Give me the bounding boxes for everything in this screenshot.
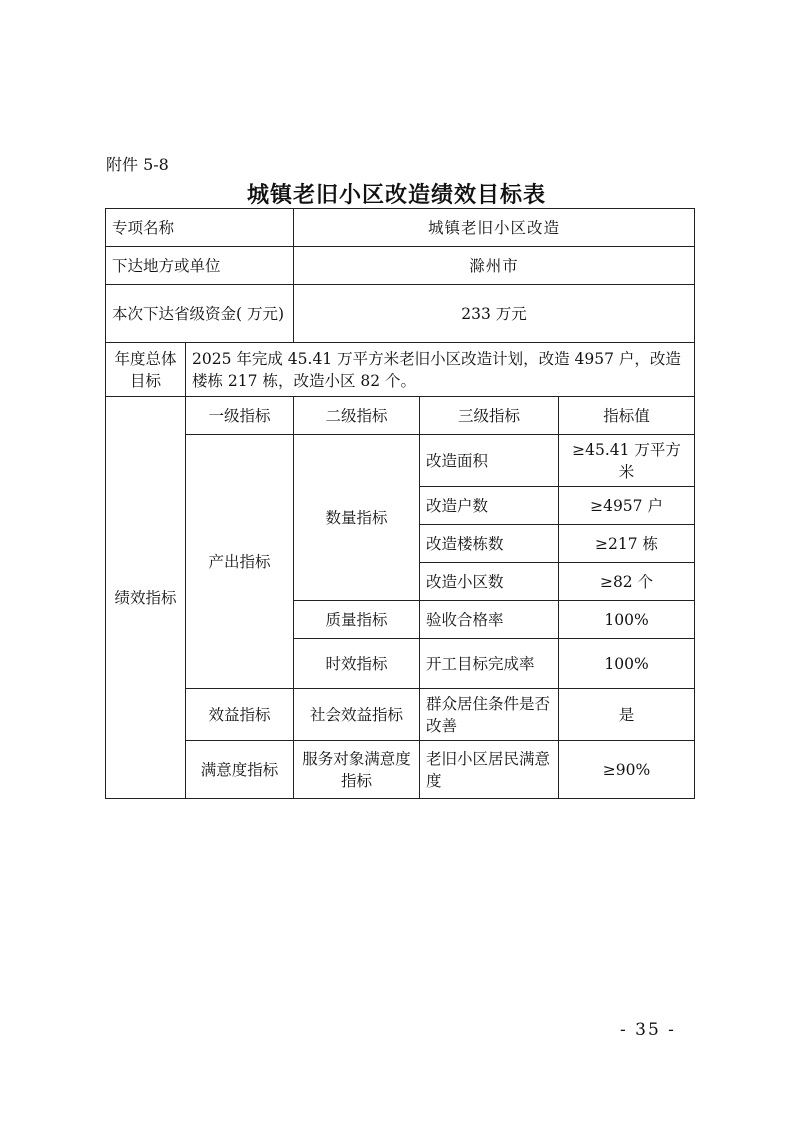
indicator-value: 100% <box>559 639 695 689</box>
output-level1: 产出指标 <box>186 435 294 689</box>
performance-table <box>105 208 695 799</box>
table-row <box>106 285 695 343</box>
indicator-value: ≥4957 户 <box>559 487 695 525</box>
header-level2: 二级指标 <box>294 397 420 435</box>
indicator-name: 开工目标完成率 <box>420 639 559 689</box>
table-header-row <box>106 397 695 435</box>
indicator-value: ≥82 个 <box>559 563 695 601</box>
indicator-name: 改造面积 <box>420 435 559 487</box>
indicator-name: 验收合格率 <box>420 601 559 639</box>
attachment-label: 附件 5-8 <box>106 155 169 174</box>
page-title: 城镇老旧小区改造绩效目标表 <box>246 182 546 208</box>
region-label: 下达地方或单位 <box>106 247 294 285</box>
project-value: 城镇老旧小区改造 <box>294 209 695 247</box>
table-row <box>106 343 695 397</box>
indicator-value: ≥90% <box>559 741 695 799</box>
timeliness-level2: 时效指标 <box>294 639 420 689</box>
funds-value: 233 万元 <box>294 285 695 343</box>
quantity-level2: 数量指标 <box>294 435 420 601</box>
benefit-level1: 效益指标 <box>186 689 294 741</box>
table-row <box>106 741 695 799</box>
indicator-name: 改造楼栋数 <box>420 525 559 563</box>
quality-level2: 质量指标 <box>294 601 420 639</box>
indicator-value: ≥45.41 万平方米 <box>559 435 695 487</box>
table-row <box>106 247 695 285</box>
table-row <box>106 435 695 487</box>
indicator-name: 改造户数 <box>420 487 559 525</box>
funds-label: 本次下达省级资金( 万元) <box>106 285 294 343</box>
indicator-name: 群众居住条件是否改善 <box>420 689 559 741</box>
header-level1: 一级指标 <box>186 397 294 435</box>
page-number: - 35 - <box>620 1020 676 1040</box>
indicator-value: ≥217 栋 <box>559 525 695 563</box>
region-value: 滁州市 <box>294 247 695 285</box>
goal-value: 2025 年完成 45.41 万平方米老旧小区改造计划，改造 4957 户，改造楼栋 217 栋，改造小区 82 个。 <box>186 343 695 397</box>
header-value: 指标值 <box>559 397 695 435</box>
header-level3: 三级指标 <box>420 397 559 435</box>
project-label: 专项名称 <box>106 209 294 247</box>
indicator-value: 100% <box>559 601 695 639</box>
table-row <box>106 689 695 741</box>
indicator-value: 是 <box>559 689 695 741</box>
section-label: 绩效指标 <box>106 397 186 799</box>
goal-label: 年度总体目标 <box>106 343 186 397</box>
satisfaction-level2: 服务对象满意度指标 <box>294 741 420 799</box>
benefit-level2: 社会效益指标 <box>294 689 420 741</box>
indicator-name: 改造小区数 <box>420 563 559 601</box>
table-row <box>106 209 695 247</box>
indicator-name: 老旧小区居民满意度 <box>420 741 559 799</box>
satisfaction-level1: 满意度指标 <box>186 741 294 799</box>
